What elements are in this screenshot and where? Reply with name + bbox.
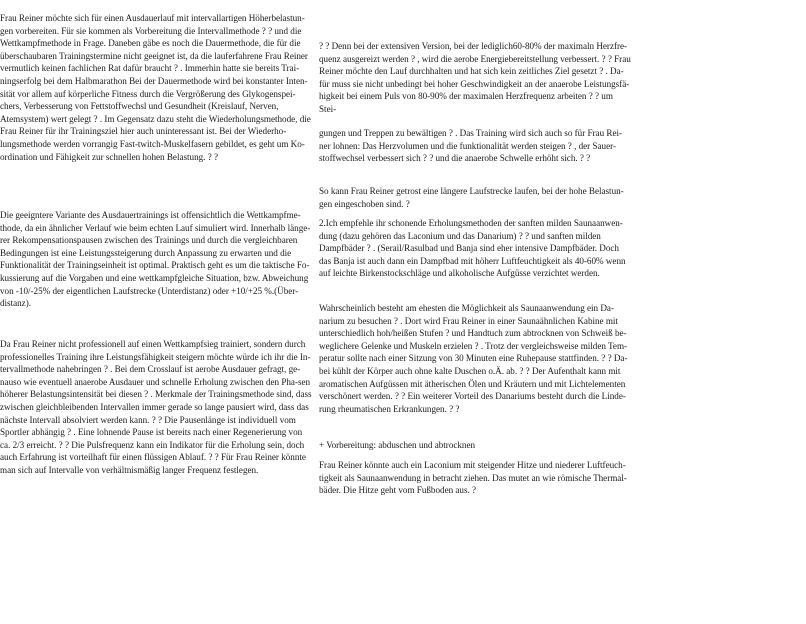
paragraph-laconium: Frau Reiner könnte auch ein Laconium mit steigender Hitze und niederer Luftfeuch-tigkeit als Saunaanwendung in betracht ziehen. Das mutet an wie römische Thermal-bäder. Die Hitze geht vom Fußboden aus. ? xyxy=(319,460,627,496)
paragraph-danarium: Wahrscheinlich besteht am ehesten die Möglichkeit als Saunaanwendung ein Da-narium zu besuchen ? . Dort wird Frau Reiner in einer Saunaähnlichen Kabine mit unterschiedlich hoh/heißen Stufen ? und Handtuch zum abtrocknen von Schweiß be-weglichere Gelenke und Muskeln erzielen ? . Trotz der vergleichsweise milden Tem-peratur sollte nach einer Sitzung von 30 Minuten eine Ruhepause stattfinden. ? ? Da-bei kühlt der Körper auch ohne kalte Duschen o.Ä. ab. ? ? Der Aufenthalt kann mit aromatischen Aufgüssen mit ätherischen Ölen und Kräutern und mit Lichtelementen verschönert werden. ? ? Ein weiterer Vorteil des Danariums besteht durch die Linde-rung rheumatischen Erkrankungen. ? ? xyxy=(319,303,628,414)
paragraph-training-benefits: gungen und Treppen zu bewältigen ? . Das Training wird sich auch so für Frau Rei-ner lohnen: Das Herzvolumen und die funktionalität werden steigen ? , der Sauer-stoffwechsel verbessert sich ? ? und die anaerobe Schwelle erhöht sich. ? ? xyxy=(319,128,623,164)
paragraph-training-methods: Frau Reiner möchte sich für einen Ausdauerlauf mit intervallartigen Höherbelastun-gen vorbereiten. Für sie kommen als Vorbereitung die Intervallmethode ? ? und die Wettkampfmethode in Frage. Daneben gäbe es noch die Dauermethode, die für die überschaubaren Trainingstermine nicht geeignet ist, da die lauferfahrene Frau Reiner vermutlich keinen fachlichen Rat dafür braucht ? . Immerhin hatte sie bereits Trai-ningserfolg bei dem Halbmarathon Bei der Dauermethode wird bei konstanter Inten-sität vor allem auf körperliche Fitness durch die Vergrößerung des Glykogenspei-chers, Verbesserung von Fettstoffwechsl und Gesundheit (Kreislauf, Nerven, Atemsystem) wert gelegt ? . Im Gegensatz dazu steht die Wiederholungsmethode, die Frau Reiner für ihr Trainingsziel hier auch uninteressant ist. Bei der Wiederho-lungsmethode werden vorrangig Fast-twitch-Muskelfasern gebildet, es geht um Ko-ordination und Fähigkeit zur schnellen hohen Belastung. ? ? xyxy=(0,13,311,162)
paragraph-recovery-methods: 2.Ich empfehle ihr schonende Erholungsmethoden der sanften milden Saunaanwen-dung (dazu gehören das Laconium und das Danarium) ? ? und sanften milden Dampfbäder ? . (Serail/Rasulbad und Banja sind eher intensive Dampfbäder. Doch das Banja ist auch dann ein Dampfbad mit höherr Luftfeuchtigkeit als 40-60% wenn auf leichte Birkenstockschläge und alkoholische Aufgüsse verzichtet werden. xyxy=(319,218,626,279)
paragraph-interval-method: Da Frau Reiner nicht professionell auf einen Wettkampfsieg trainiert, sondern durch professionelles Training ihre Leistungsfähigkeit steigern möchte würde ich ihr die In-tervallmethode nahebringen ? . Bei dem Crosslauf ist aerobe Ausdauer gefragt, ge-nauso wie eventuell anaerobe Ausdauer und schnelle Erholung zwischen den Pha-sen höherer Belastungsintensität bei diesen ? . Merkmale der Trainingsmethode sind, dass zwischen gleichbleibenden Intervallen immer gerade so lange pausiert wird, dass das nächste Intervall absolviert werden kann. ? ? Die Pausenlänge ist individuell vom Sportler abhängig ? . Eine lohnende Pause ist bereits nach einer Regenerierung von ca. 2/3 erreicht. ? ? Die Pulsfrequenz kann ein Indikator für die Erholung sein, doch auch Erfahrung ist vorteilhaft für einen flüssigen Ablauf. ? ? Für Frau Reiner könnte man sich auf Intervalle von verhältnismäßig langer Frequenz festlegen. xyxy=(0,339,312,475)
paragraph-extensive-version: ? ? Denn bei der extensiven Version, bei der lediglich60-80% der maximaln Herzfre-quenz ausgereizt werden ? , wird die aerobe Energiebereitstellung verbessert. ? ? Frau Reiner möchte den Lauf durchhalten und hat sich kein zeitliches Ziel gesetzt ? . Da-für muss sie nicht unbedingt bei hoher Geschwindigkeit an der anaerobe Leistungsfä-higkeit bei einem Puls von 80-90% der maximalen Herzfrequenz arbeiten ? ? um Stei- xyxy=(319,41,631,114)
paragraph-longer-distance: So kann Frau Reiner getrost eine längere Laufstrecke laufen, bei der hohe Belastun-gen eingeschoben sind. ? xyxy=(319,186,624,209)
paragraph-competition-method: Die geeigntere Variante des Ausdauertrainings ist offensichtlich die Wettkampfme-thode, da ein ähnlicher Verlauf wie beim echten Lauf simuliert wird. Innerhalb länge-rer Rekompensationspausen zwischen des Trainings und durch die vergleichbaren Bedingungen ist eine Leistungssteigerung durch Anpassung zu erwarten und die Funktionalität der Trainingseinheit ist optimal. Praktisch geht es um die taktische Fo-kussierung auf die Vorgaben und eine wettkampfgleiche Situation, bzw. Abweichung von -10/-25% der eigentlichen Laufstrecke (Unterdistanz) oder +10/+25 %.(Über-distanz). xyxy=(0,210,311,309)
paragraph-preparation-note: + Vorbereitung: abduschen und abtrocknen xyxy=(319,440,476,450)
